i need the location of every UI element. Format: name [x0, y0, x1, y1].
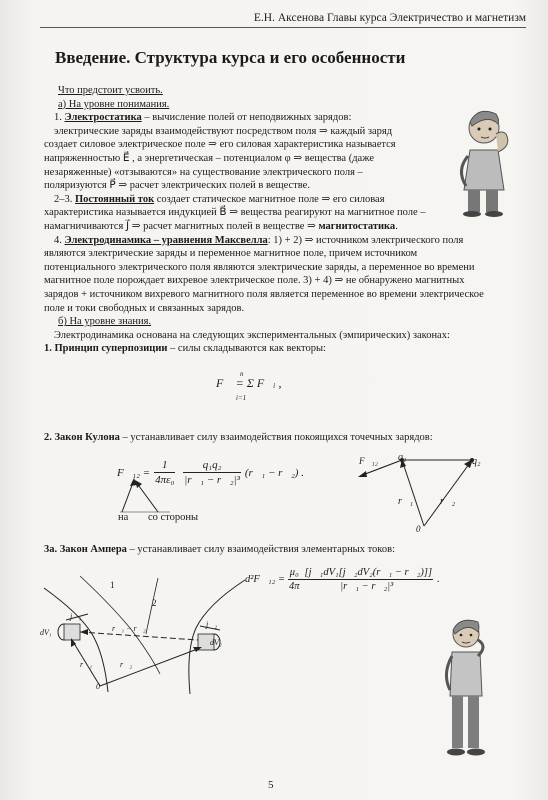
section4-line: магнитное поле порождает вихревое электрическое поле. 3) + 4) ⇒ не обнаружено магнитных — [44, 275, 465, 287]
page-title: Введение. Структура курса и его особенности — [55, 48, 406, 67]
label-origin-ampere: 0 — [96, 682, 100, 691]
plan-heading: Что предстоит усвоить. — [58, 85, 163, 96]
label-dv2: dV₂ — [210, 638, 222, 647]
section1-line: поляризуются P⃗ ⇒ расчет электрических полей в веществе. — [44, 180, 310, 192]
note-on: на — [118, 512, 129, 523]
section1-line: напряженностью E⃗ , а энергетическая – потенциалом φ ⇒ вещества (даже — [44, 152, 374, 164]
label-f12: F⃗₁₂ — [359, 456, 378, 466]
label-r12: r⃗₁ − r⃗₂ — [112, 624, 146, 633]
law2-title: 2. Закон Кулона — [44, 432, 120, 443]
coulomb-annotation-arrows — [110, 476, 200, 516]
section1-line: незаряженные) «отзываются» на существование электрического поля – — [44, 166, 363, 178]
section1-heading: 1. Электростатика – вычисление полей от неподвижных зарядов: — [54, 112, 352, 124]
term-direct-current: Постоянный ток — [75, 193, 155, 205]
label-q1: q₁ — [398, 452, 407, 463]
term-electrostatics: Электростатика — [64, 112, 142, 124]
term-magnetostatics: магнитостатика — [318, 220, 396, 232]
page-number: 5 — [268, 779, 274, 791]
label-dv1: dV₁ — [40, 628, 52, 637]
label-j2: j⃗₂ — [206, 620, 218, 629]
label-r1: r⃗₁ — [398, 496, 414, 507]
plan-level2: б) На уровне знания. — [58, 316, 152, 328]
ampere-diagram — [40, 574, 250, 696]
section23-line: характеристика называется индукцией B⃗ ⇒ вещества реагируют на магнитное поле – — [44, 207, 426, 219]
label-r2: r⃗₂ — [440, 496, 456, 507]
boy-standing-illustration — [432, 612, 502, 762]
body-text — [44, 84, 514, 356]
coulomb-formula: F⃗₁₂ = 1 q₁q₂ (r⃗₁ − r⃗₂) . 4πε₀ |r⃗₁ − r⃗₂|³ — [117, 459, 304, 486]
label-curve2: 2 — [152, 598, 157, 608]
running-header: Е.Н. Аксенова Главы курса Электричество и магнетизм — [253, 12, 526, 24]
section4-line: зарядов + источником вихревого магнитного поля является переменное во времени электрическое — [44, 288, 484, 300]
law3-line: 3а. Закон Ампера – устанавливает силу взаимодействия элементарных токов: — [44, 544, 396, 555]
section23-line: намагничиваются J⃗ ⇒ расчет магнитных полей в веществе ⇒ магнитостатика. — [44, 220, 398, 232]
note-from: со стороны — [148, 512, 199, 523]
law1-line: 1. Принцип суперпозиции – силы складываются как векторы: — [44, 343, 326, 355]
label-r2: r⃗₂ — [120, 660, 133, 669]
section23-heading: 2–3. Постоянный ток создает статическое магнитное поле ⇒ его силовая — [54, 193, 385, 205]
superposition-formula: n F⃗ = Σ F⃗ᵢ , i=1 — [216, 370, 282, 402]
section1-line: создает силовое электрическое поле ⇒ его силовая характеристика называется — [44, 139, 396, 151]
label-curve1: 1 — [110, 580, 115, 590]
section4-line: потенциального электрического поля являются электрические заряды, а переменное во времени — [44, 261, 475, 273]
header-rule — [40, 27, 526, 28]
label-j1: j⃗₁ — [70, 612, 82, 621]
law1-title: 1. Принцип суперпозиции — [44, 343, 168, 355]
law2-line: 2. Закон Кулона – устанавливает силу взаимодействия покоящихся точечных зарядов: — [44, 432, 433, 443]
label-r1: r⃗₁ — [80, 660, 93, 669]
section4-line: поле и токи свободных и связанных зарядов. — [44, 302, 245, 314]
plan-level1: а) На уровне понимания. — [58, 98, 170, 110]
law3-title: 3а. Закон Ампера — [44, 544, 127, 555]
laws-intro: Электродинамика основана на следующих экспериментальных (эмпирических) законах: — [54, 329, 450, 341]
label-q2: q₂ — [472, 456, 481, 467]
section4-heading: 4. Электродинамика – уравнения Максвелла: 1) + 2) ⇒ источником электрического поля — [54, 234, 464, 246]
label-origin: 0 — [416, 524, 421, 534]
ampere-formula: d²F⃗₁₂ = μ₀ [j⃗₁dV₁[j⃗₂dV₂(r⃗₁ − r⃗₂)]] . 4π |r⃗₁ − r⃗₂|³ — [245, 567, 440, 592]
section1-line: электрические заряды взаимодействуют посредством поля ⇒ каждый заряд — [54, 125, 393, 137]
term-electrodynamics: Электродинамика – уравнения Максвелла — [64, 234, 268, 246]
section4-line: являются электрические заряды и переменное магнитное поле, причем источником — [44, 248, 418, 260]
